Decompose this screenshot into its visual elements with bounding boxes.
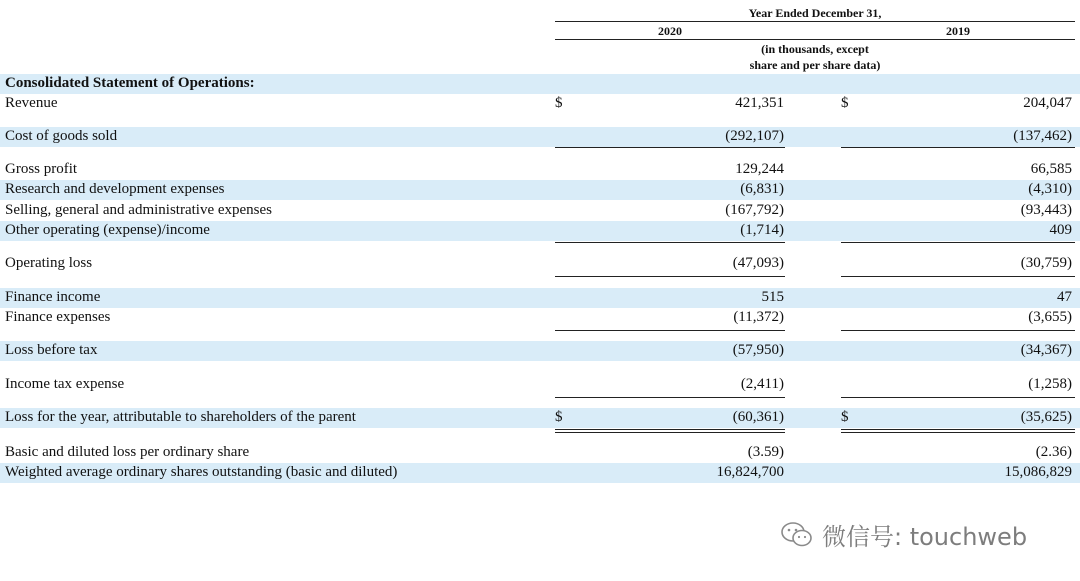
row-label: Selling, general and administrative expenses [5,202,273,218]
value-2020: (1,714) [740,222,784,238]
row-label: Revenue [5,95,58,111]
period-header-rule [555,21,1075,22]
value-2020: 129,244 [735,161,784,177]
table-row [0,308,1080,328]
subtotal-rule [555,330,785,331]
section-title: Consolidated Statement of Operations: [5,75,255,91]
value-2019: (4,310) [1028,181,1072,197]
value-2020: 515 [761,289,784,305]
watermark [780,517,1027,552]
subtotal-rule [841,397,1075,398]
value-2019: (1,258) [1028,376,1072,392]
value-2019: 66,585 [1030,161,1072,177]
value-2019: (93,443) [1020,202,1072,218]
row-label: Research and development expenses [5,181,225,197]
value-2020: (11,372) [733,309,784,325]
value-2019: (30,759) [1020,255,1072,271]
value-2020: (47,093) [732,255,784,271]
table-row [0,375,1080,395]
subtotal-rule [555,147,785,148]
column-header-2019: 2019 [946,24,970,38]
row-label: Other operating (expense)/income [5,222,210,238]
value-2020: 421,351 [735,95,784,111]
period-header: Year Ended December 31, [748,6,882,20]
value-2019: (34,367) [1020,342,1072,358]
total-rule-top [841,429,1075,430]
row-label: Gross profit [5,161,78,177]
value-2019: 204,047 [1023,95,1072,111]
value-2019: 409 [1049,222,1072,238]
row-label: Basic and diluted loss per ordinary share [5,444,250,460]
value-2020: 16,824,700 [716,464,784,480]
table-row [0,443,1080,463]
value-2019: (2.36) [1035,444,1072,460]
row-label: Income tax expense [5,376,125,392]
value-2020: (6,831) [740,181,784,197]
subtotal-rule [841,147,1075,148]
currency-2019: $ [841,409,849,425]
row-label: Weighted average ordinary shares outstanding (basic and diluted) [5,464,398,480]
total-rule-bottom [555,432,785,433]
subtotal-rule [841,276,1075,277]
units-note-line1: (in thousands, except [761,42,869,56]
subtotal-rule [555,276,785,277]
currency-2020: $ [555,409,563,425]
row-label: Finance income [5,289,101,305]
table-row [0,221,1080,241]
currency-2019: $ [841,95,849,111]
table-row [0,201,1080,221]
table-row [0,94,1080,114]
value-2019: 47 [1057,289,1072,305]
table-row [0,288,1080,308]
value-2020: (167,792) [725,202,784,218]
subtotal-rule [555,242,785,243]
table-row [0,254,1080,274]
row-label: Finance expenses [5,309,111,325]
column-header-2020: 2020 [658,24,682,38]
table-row [0,127,1080,147]
value-2020: (2,411) [740,376,784,392]
row-label: Loss for the year, attributable to shareholders of the parent [5,409,356,425]
section-title-row [0,74,1080,94]
value-2019: (3,655) [1028,309,1072,325]
wechat-icon [780,520,814,550]
value-2019: 15,086,829 [1004,464,1072,480]
value-2019: (35,625) [1020,409,1072,425]
table-row [0,463,1080,483]
value-2020: (57,950) [732,342,784,358]
value-2020: (3.59) [747,444,784,460]
total-rule-bottom [841,432,1075,433]
subtotal-rule [841,330,1075,331]
table-row [0,160,1080,180]
watermark-text: 微信号: touchweb [822,523,1028,551]
total-rule-top [555,429,785,430]
subtotal-rule [841,242,1075,243]
currency-2020: $ [555,95,563,111]
value-2020: (292,107) [725,128,784,144]
table-row [0,341,1080,361]
table-row [0,408,1080,428]
value-2019: (137,462) [1013,128,1072,144]
subtotal-rule [555,397,785,398]
units-note-line2: share and per share data) [749,58,881,72]
row-label: Cost of goods sold [5,128,118,144]
column-header-rule [555,39,1075,40]
value-2020: (60,361) [732,409,784,425]
row-label: Loss before tax [5,342,98,358]
row-label: Operating loss [5,255,93,271]
table-row [0,180,1080,200]
